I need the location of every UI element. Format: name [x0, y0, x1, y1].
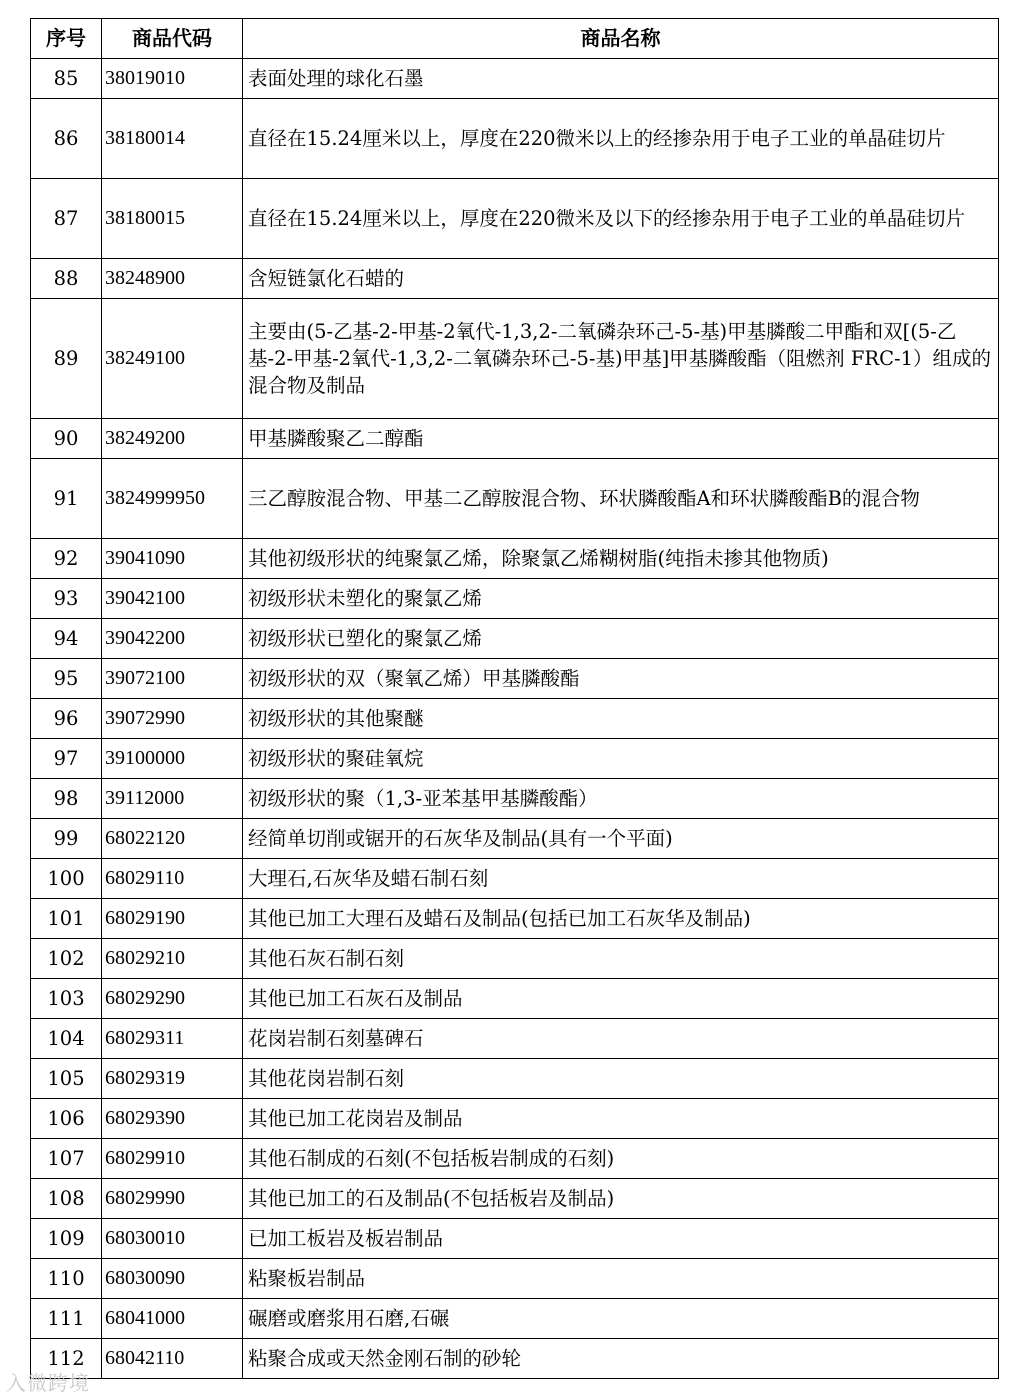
name-cell: 直径在15.24厘米以上，厚度在220微米以上的经掺杂用于电子工业的单晶硅切片 [243, 99, 999, 179]
table-row [31, 179, 999, 259]
table-row [31, 939, 999, 979]
table-row [31, 1299, 999, 1339]
serial-cell: 90 [31, 419, 102, 459]
name-cell: 其他石制成的石刻(不包括板岩制成的石刻) [243, 1139, 999, 1179]
table-row [31, 539, 999, 579]
header-row [31, 19, 999, 59]
table-row [31, 699, 999, 739]
serial-cell: 91 [31, 459, 102, 539]
name-cell: 花岗岩制石刻墓碑石 [243, 1019, 999, 1059]
serial-cell: 101 [31, 899, 102, 939]
name-cell: 初级形状的聚硅氧烷 [243, 739, 999, 779]
code-cell: 39042200 [102, 619, 243, 659]
serial-cell: 87 [31, 179, 102, 259]
name-cell: 经简单切削或锯开的石灰华及制品(具有一个平面) [243, 819, 999, 859]
code-cell: 39041090 [102, 539, 243, 579]
table-row [31, 1339, 999, 1379]
code-cell: 3824999950 [102, 459, 243, 539]
table-row [31, 1019, 999, 1059]
header-code: 商品代码 [102, 19, 243, 59]
name-cell: 初级形状的其他聚醚 [243, 699, 999, 739]
code-cell: 68029290 [102, 979, 243, 1019]
name-cell: 其他已加工大理石及蜡石及制品(包括已加工石灰华及制品) [243, 899, 999, 939]
serial-cell: 100 [31, 859, 102, 899]
header-name: 商品名称 [243, 19, 999, 59]
name-cell: 大理石,石灰华及蜡石制石刻 [243, 859, 999, 899]
code-cell: 38180014 [102, 99, 243, 179]
serial-cell: 107 [31, 1139, 102, 1179]
name-cell: 直径在15.24厘米以上，厚度在220微米及以下的经掺杂用于电子工业的单晶硅切片 [243, 179, 999, 259]
name-cell: 含短链氯化石蜡的 [243, 259, 999, 299]
code-cell: 68029210 [102, 939, 243, 979]
serial-cell: 111 [31, 1299, 102, 1339]
code-cell: 68029319 [102, 1059, 243, 1099]
name-cell: 初级形状的双（聚氧乙烯）甲基膦酸酯 [243, 659, 999, 699]
goods-table [30, 18, 999, 1379]
serial-cell: 112 [31, 1339, 102, 1379]
serial-cell: 105 [31, 1059, 102, 1099]
code-cell: 39072990 [102, 699, 243, 739]
serial-cell: 104 [31, 1019, 102, 1059]
table-row [31, 579, 999, 619]
table-row [31, 1259, 999, 1299]
table-row [31, 419, 999, 459]
code-cell: 68029910 [102, 1139, 243, 1179]
table-row [31, 1139, 999, 1179]
table-row [31, 99, 999, 179]
table-row [31, 979, 999, 1019]
name-cell: 其他已加工花岗岩及制品 [243, 1099, 999, 1139]
name-cell: 其他已加工石灰石及制品 [243, 979, 999, 1019]
serial-cell: 109 [31, 1219, 102, 1259]
serial-cell: 95 [31, 659, 102, 699]
table-row [31, 1219, 999, 1259]
table-row [31, 739, 999, 779]
code-cell: 68029390 [102, 1099, 243, 1139]
serial-cell: 94 [31, 619, 102, 659]
serial-cell: 110 [31, 1259, 102, 1299]
serial-cell: 89 [31, 299, 102, 419]
table-row [31, 299, 999, 419]
table-row [31, 619, 999, 659]
name-cell: 粘聚合成或天然金刚石制的砂轮 [243, 1339, 999, 1379]
code-cell: 68029190 [102, 899, 243, 939]
code-cell: 68042110 [102, 1339, 243, 1379]
table-row [31, 659, 999, 699]
name-cell: 甲基膦酸聚乙二醇酯 [243, 419, 999, 459]
serial-cell: 102 [31, 939, 102, 979]
code-cell: 39072100 [102, 659, 243, 699]
code-cell: 39100000 [102, 739, 243, 779]
table-row [31, 459, 999, 539]
table-row [31, 1179, 999, 1219]
code-cell: 68022120 [102, 819, 243, 859]
watermark-logo: 入微跨境 [6, 1371, 90, 1395]
table-row [31, 1059, 999, 1099]
name-cell: 主要由(5-乙基-2-甲基-2氧代-1,3,2-二氧磷杂环己-5-基)甲基膦酸二甲酯和双[(5-乙基-2-甲基-2氧代-1,3,2-二氧磷杂环己-5-基)甲基]甲基膦酸酯（阻燃剂 FRC-1）组成的混合物及制品 [243, 299, 999, 419]
name-cell: 其他初级形状的纯聚氯乙烯，除聚氯乙烯糊树脂(纯指未掺其他物质) [243, 539, 999, 579]
code-cell: 68030010 [102, 1219, 243, 1259]
serial-cell: 97 [31, 739, 102, 779]
serial-cell: 92 [31, 539, 102, 579]
serial-cell: 106 [31, 1099, 102, 1139]
code-cell: 39042100 [102, 579, 243, 619]
name-cell: 初级形状已塑化的聚氯乙烯 [243, 619, 999, 659]
code-cell: 68029990 [102, 1179, 243, 1219]
serial-cell: 108 [31, 1179, 102, 1219]
table-row [31, 259, 999, 299]
name-cell: 碾磨或磨浆用石磨,石碾 [243, 1299, 999, 1339]
name-cell: 初级形状未塑化的聚氯乙烯 [243, 579, 999, 619]
table-row [31, 819, 999, 859]
serial-cell: 93 [31, 579, 102, 619]
serial-cell: 88 [31, 259, 102, 299]
code-cell: 38249100 [102, 299, 243, 419]
name-cell: 其他已加工的石及制品(不包括板岩及制品) [243, 1179, 999, 1219]
code-cell: 39112000 [102, 779, 243, 819]
code-cell: 68029110 [102, 859, 243, 899]
code-cell: 38019010 [102, 59, 243, 99]
name-cell: 其他花岗岩制石刻 [243, 1059, 999, 1099]
serial-cell: 98 [31, 779, 102, 819]
name-cell: 初级形状的聚（1,3-亚苯基甲基膦酸酯） [243, 779, 999, 819]
table-row [31, 859, 999, 899]
header-serial: 序号 [31, 19, 102, 59]
table-row [31, 1099, 999, 1139]
code-cell: 38249200 [102, 419, 243, 459]
table-row [31, 779, 999, 819]
name-cell: 表面处理的球化石墨 [243, 59, 999, 99]
serial-cell: 85 [31, 59, 102, 99]
code-cell: 38248900 [102, 259, 243, 299]
code-cell: 68029311 [102, 1019, 243, 1059]
serial-cell: 103 [31, 979, 102, 1019]
code-cell: 68041000 [102, 1299, 243, 1339]
name-cell: 其他石灰石制石刻 [243, 939, 999, 979]
code-cell: 38180015 [102, 179, 243, 259]
name-cell: 已加工板岩及板岩制品 [243, 1219, 999, 1259]
serial-cell: 99 [31, 819, 102, 859]
serial-cell: 86 [31, 99, 102, 179]
name-cell: 粘聚板岩制品 [243, 1259, 999, 1299]
table-row [31, 899, 999, 939]
serial-cell: 96 [31, 699, 102, 739]
table-row [31, 59, 999, 99]
code-cell: 68030090 [102, 1259, 243, 1299]
name-cell: 三乙醇胺混合物、甲基二乙醇胺混合物、环状膦酸酯A和环状膦酸酯B的混合物 [243, 459, 999, 539]
